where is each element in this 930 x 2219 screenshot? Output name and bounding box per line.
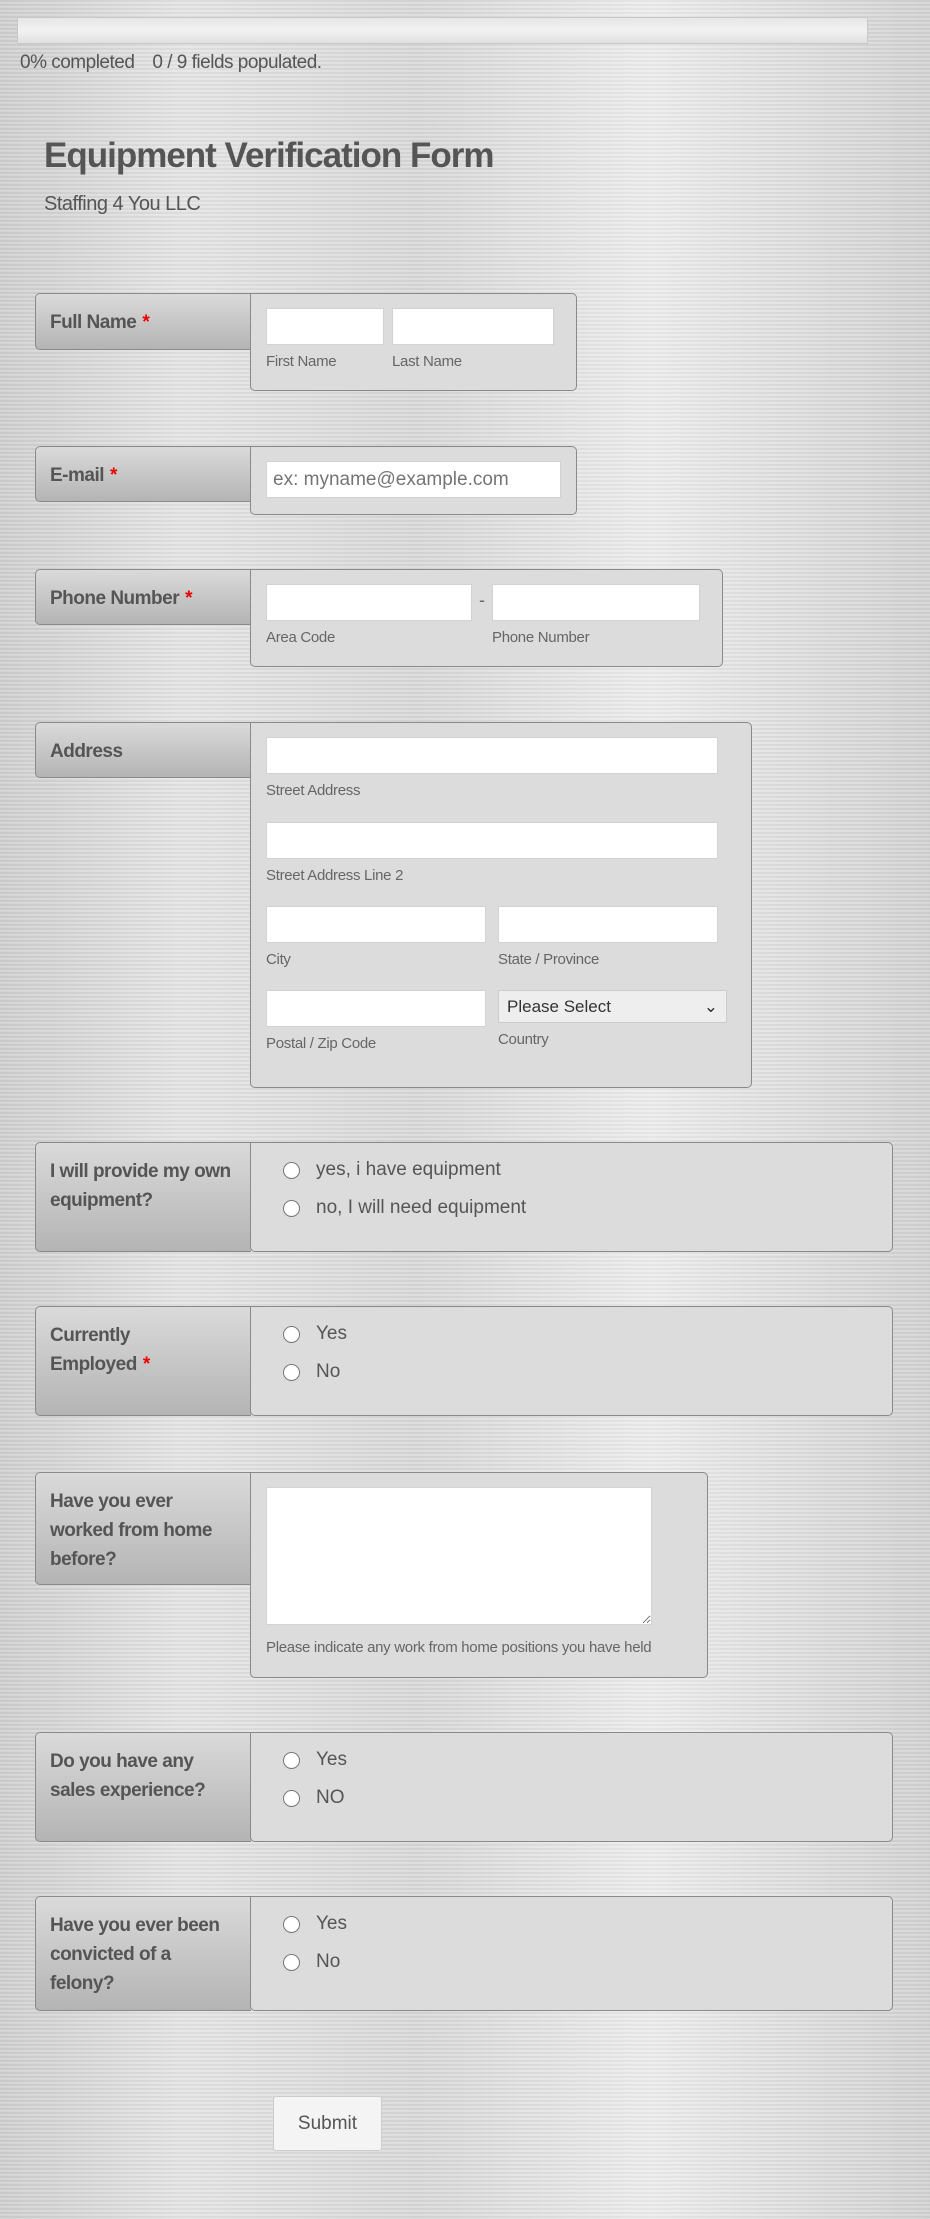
- wfh-textarea[interactable]: [266, 1487, 652, 1625]
- submit-button[interactable]: Submit: [273, 2096, 382, 2151]
- option-label: Yes: [316, 1749, 347, 1770]
- option-label: Yes: [316, 1323, 347, 1344]
- city-input[interactable]: [266, 906, 486, 943]
- phone-label: [35, 569, 251, 625]
- required-mark: *: [142, 1354, 150, 1375]
- first-name-input[interactable]: [266, 308, 384, 345]
- radio-yes-equipment[interactable]: [283, 1159, 501, 1181]
- email-box: [250, 446, 577, 515]
- last-name-sublabel: Last Name: [392, 353, 462, 370]
- area-code-sublabel: Area Code: [266, 629, 336, 646]
- progress-fields: 0 / 9 fields populated.: [152, 52, 322, 73]
- option-label: NO: [316, 1787, 345, 1808]
- country-sublabel: Country: [498, 1031, 549, 1048]
- country-select[interactable]: [498, 990, 727, 1023]
- radio-felony-yes[interactable]: [283, 1913, 347, 1935]
- radio-circle[interactable]: [283, 1200, 300, 1217]
- address-box: [250, 722, 752, 1088]
- phone-separator: -: [479, 590, 485, 610]
- label-text: Full Name: [50, 312, 137, 333]
- page-title: Equipment Verification Form: [44, 136, 494, 175]
- radio-employed-no[interactable]: [283, 1361, 340, 1383]
- required-mark: *: [110, 465, 117, 486]
- label-text: Phone Number: [50, 588, 180, 609]
- country-value: Please Select: [507, 996, 611, 1016]
- required-mark: *: [142, 312, 150, 333]
- email-input[interactable]: [266, 461, 561, 498]
- option-label: yes, i have equipment: [316, 1159, 501, 1180]
- state-input[interactable]: [498, 906, 718, 943]
- radio-circle[interactable]: [283, 1364, 300, 1381]
- felony-box: [250, 1896, 893, 2011]
- option-label: Yes: [316, 1913, 347, 1934]
- state-sublabel: State / Province: [498, 951, 600, 968]
- sales-label: [35, 1732, 251, 1842]
- wfh-box: [250, 1472, 708, 1678]
- last-name-input[interactable]: [392, 308, 554, 345]
- wfh-hint: Please indicate any work from home positions you have held: [266, 1639, 652, 1656]
- label-text: Address: [50, 741, 123, 762]
- city-sublabel: City: [266, 951, 291, 968]
- street-address-2-sublabel: Street Address Line 2: [266, 867, 404, 884]
- radio-circle[interactable]: [283, 1916, 300, 1933]
- progress-text: [20, 52, 340, 74]
- radio-employed-yes[interactable]: [283, 1323, 347, 1345]
- radio-circle[interactable]: [283, 1790, 300, 1807]
- radio-need-equipment[interactable]: [283, 1197, 526, 1219]
- zip-sublabel: Postal / Zip Code: [266, 1035, 376, 1052]
- chevron-down-icon: ⌄: [703, 996, 718, 1016]
- label-text: Do you have any sales experience?: [50, 1751, 206, 1801]
- required-mark: *: [185, 588, 193, 609]
- employed-label: [35, 1306, 251, 1416]
- radio-circle[interactable]: [283, 1162, 300, 1179]
- street-address-sublabel: Street Address: [266, 782, 361, 799]
- label-text: E-mail: [50, 465, 105, 486]
- street-address-2-input[interactable]: [266, 822, 718, 859]
- street-address-input[interactable]: [266, 737, 718, 774]
- phone-number-sublabel: Phone Number: [492, 629, 590, 646]
- label-text: I will provide my own equipment?: [50, 1161, 231, 1211]
- radio-circle[interactable]: [283, 1326, 300, 1343]
- phone-number-input[interactable]: [492, 584, 700, 621]
- felony-label: [35, 1896, 251, 2011]
- equipment-box: [250, 1142, 893, 1252]
- option-label: No: [316, 1361, 341, 1382]
- email-label: [35, 446, 251, 502]
- full-name-box: [250, 293, 577, 391]
- radio-circle[interactable]: [283, 1954, 300, 1971]
- first-name-sublabel: First Name: [266, 353, 337, 370]
- wfh-label: [35, 1472, 251, 1585]
- equipment-label: [35, 1142, 251, 1252]
- radio-sales-no[interactable]: [283, 1787, 345, 1809]
- page-subtitle: Staffing 4 You LLC: [44, 193, 201, 215]
- sales-box: [250, 1732, 893, 1842]
- zip-input[interactable]: [266, 990, 486, 1027]
- label-text: Currently Employed: [50, 1325, 137, 1375]
- label-text: Have you ever worked from home before?: [50, 1491, 212, 1570]
- radio-circle[interactable]: [283, 1752, 300, 1769]
- phone-box: [250, 569, 723, 667]
- full-name-label: [35, 293, 251, 350]
- option-label: No: [316, 1951, 341, 1972]
- radio-sales-yes[interactable]: [283, 1749, 347, 1771]
- option-label: no, I will need equipment: [316, 1197, 527, 1218]
- employed-box: [250, 1306, 893, 1416]
- label-text: Have you ever been convicted of a felony?: [50, 1915, 220, 1994]
- radio-felony-no[interactable]: [283, 1951, 340, 1973]
- address-label: [35, 722, 251, 778]
- progress-percent: 0% completed: [20, 52, 135, 73]
- progress-bar: [17, 17, 868, 44]
- area-code-input[interactable]: [266, 584, 472, 621]
